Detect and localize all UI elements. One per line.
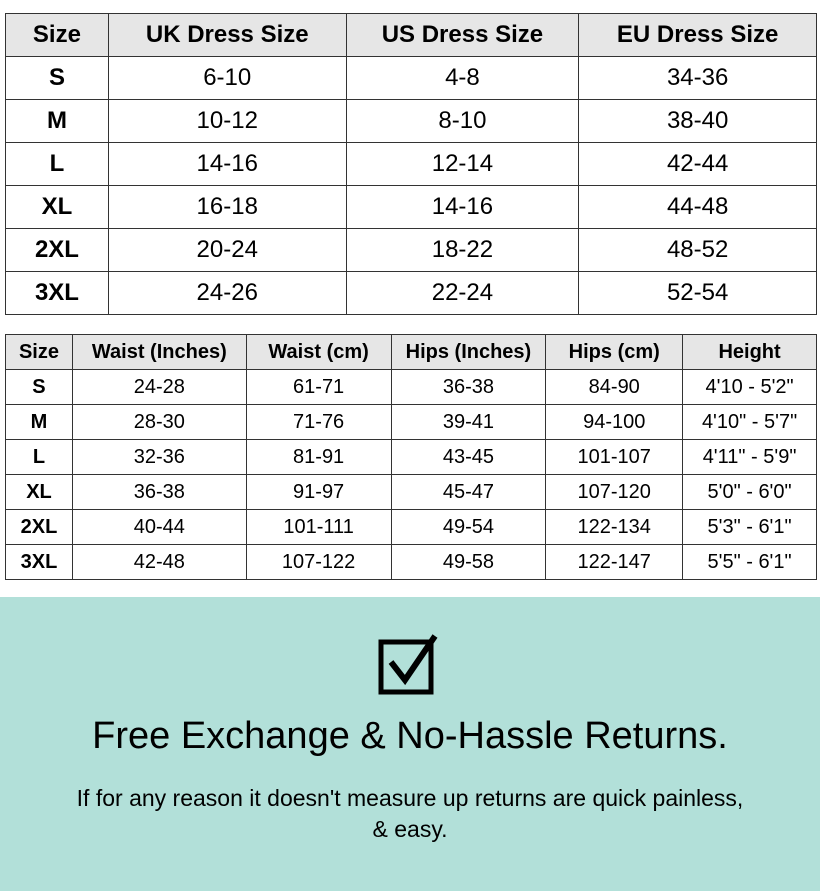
returns-subtitle: If for any reason it doesn't measure up returns are quick painless, & easy. (76, 785, 744, 842)
body-header-waist-inches: Waist (Inches) (72, 335, 246, 370)
table-row (6, 272, 817, 315)
table-row (6, 100, 817, 143)
us-size-cell: 14-16 (346, 186, 579, 229)
body-header-size: Size (6, 335, 73, 370)
checkbox-checked-icon (377, 632, 441, 696)
hips-cm-cell: 94-100 (546, 405, 683, 440)
waist-cm-cell: 107-122 (246, 545, 391, 580)
height-cell: 4'10" - 5'7" (683, 405, 817, 440)
waist-inches-cell: 40-44 (72, 510, 246, 545)
size-cell: S (6, 57, 109, 100)
hips-inches-cell: 49-58 (391, 545, 546, 580)
table-row (6, 370, 817, 405)
hips-inches-cell: 43-45 (391, 440, 546, 475)
dress-size-header-row (6, 14, 817, 57)
us-size-cell: 4-8 (346, 57, 579, 100)
body-measurement-header-row (6, 335, 817, 370)
returns-banner (0, 597, 820, 891)
table-row (6, 475, 817, 510)
us-size-cell: 18-22 (346, 229, 579, 272)
uk-size-cell: 14-16 (108, 143, 346, 186)
table-row (6, 143, 817, 186)
dress-size-table (5, 13, 817, 315)
dress-header-eu: EU Dress Size (579, 14, 817, 57)
eu-size-cell: 44-48 (579, 186, 817, 229)
uk-size-cell: 24-26 (108, 272, 346, 315)
size-cell: 3XL (6, 545, 73, 580)
waist-inches-cell: 42-48 (72, 545, 246, 580)
height-cell: 4'11" - 5'9" (683, 440, 817, 475)
waist-inches-cell: 36-38 (72, 475, 246, 510)
height-cell: 5'0" - 6'0" (683, 475, 817, 510)
height-cell: 5'5" - 6'1" (683, 545, 817, 580)
body-measurement-table (5, 334, 817, 580)
table-row (6, 510, 817, 545)
waist-inches-cell: 28-30 (72, 405, 246, 440)
eu-size-cell: 48-52 (579, 229, 817, 272)
size-cell: M (6, 100, 109, 143)
size-cell: 2XL (6, 510, 73, 545)
waist-inches-cell: 24-28 (72, 370, 246, 405)
hips-cm-cell: 101-107 (546, 440, 683, 475)
table-row (6, 405, 817, 440)
eu-size-cell: 52-54 (579, 272, 817, 315)
dress-header-us: US Dress Size (346, 14, 579, 57)
eu-size-cell: 34-36 (579, 57, 817, 100)
waist-inches-cell: 32-36 (72, 440, 246, 475)
table-row (6, 440, 817, 475)
waist-cm-cell: 71-76 (246, 405, 391, 440)
waist-cm-cell: 61-71 (246, 370, 391, 405)
size-cell: L (6, 440, 73, 475)
table-row (6, 545, 817, 580)
uk-size-cell: 20-24 (108, 229, 346, 272)
uk-size-cell: 6-10 (108, 57, 346, 100)
eu-size-cell: 38-40 (579, 100, 817, 143)
size-cell: 3XL (6, 272, 109, 315)
waist-cm-cell: 91-97 (246, 475, 391, 510)
hips-inches-cell: 36-38 (391, 370, 546, 405)
hips-cm-cell: 122-134 (546, 510, 683, 545)
height-cell: 4'10 - 5'2" (683, 370, 817, 405)
dress-header-uk: UK Dress Size (108, 14, 346, 57)
us-size-cell: 12-14 (346, 143, 579, 186)
hips-inches-cell: 39-41 (391, 405, 546, 440)
table-row (6, 229, 817, 272)
uk-size-cell: 16-18 (108, 186, 346, 229)
size-cell: XL (6, 186, 109, 229)
size-cell: 2XL (6, 229, 109, 272)
dress-header-size: Size (6, 14, 109, 57)
returns-title: Free Exchange & No-Hassle Returns. (92, 715, 728, 757)
table-row (6, 57, 817, 100)
hips-inches-cell: 45-47 (391, 475, 546, 510)
body-header-height: Height (683, 335, 817, 370)
size-cell: L (6, 143, 109, 186)
hips-cm-cell: 107-120 (546, 475, 683, 510)
us-size-cell: 8-10 (346, 100, 579, 143)
waist-cm-cell: 81-91 (246, 440, 391, 475)
hips-cm-cell: 122-147 (546, 545, 683, 580)
height-cell: 5'3" - 6'1" (683, 510, 817, 545)
body-header-hips-inches: Hips (Inches) (391, 335, 546, 370)
size-cell: XL (6, 475, 73, 510)
table-row (6, 186, 817, 229)
eu-size-cell: 42-44 (579, 143, 817, 186)
us-size-cell: 22-24 (346, 272, 579, 315)
hips-cm-cell: 84-90 (546, 370, 683, 405)
hips-inches-cell: 49-54 (391, 510, 546, 545)
body-header-waist-cm: Waist (cm) (246, 335, 391, 370)
uk-size-cell: 10-12 (108, 100, 346, 143)
waist-cm-cell: 101-111 (246, 510, 391, 545)
size-cell: M (6, 405, 73, 440)
size-cell: S (6, 370, 73, 405)
body-header-hips-cm: Hips (cm) (546, 335, 683, 370)
